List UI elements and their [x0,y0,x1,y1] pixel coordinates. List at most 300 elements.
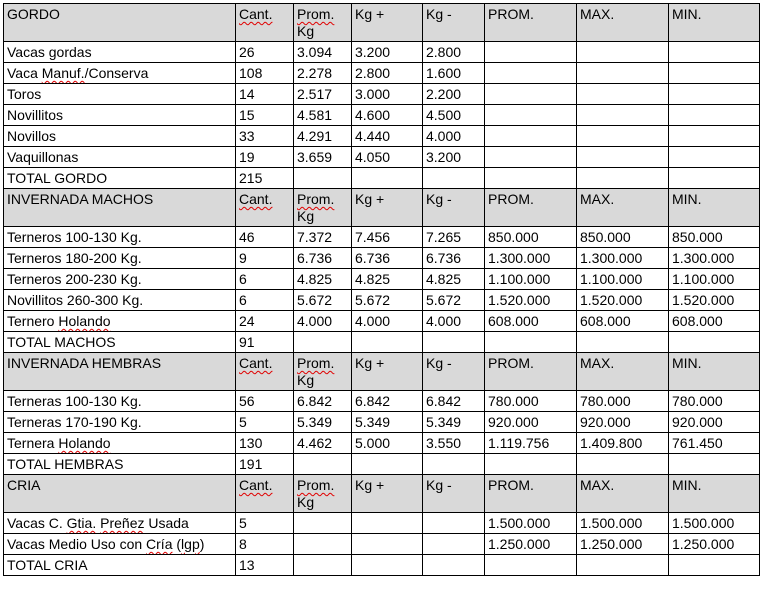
cell-cant-text: 6 [239,292,247,308]
cell-kg-plus-text: 6.842 [355,393,391,409]
cell-min [669,311,760,332]
cell-kg-plus [352,227,423,248]
col-header-kg-plus [352,189,423,227]
cell-kg-plus-text: 5.349 [355,414,391,430]
col-header-prom-kg-text: Prom. [297,191,335,207]
cell-kg-minus [423,391,485,412]
cell-kg-plus-text: 4.825 [355,271,391,287]
section-title [4,189,236,227]
col-header-kg-plus-text: Kg + [355,191,385,207]
cell-prom [485,311,577,332]
cell-kg-minus [423,433,485,454]
cell-prom-kg [294,147,352,168]
cell-cant-text: 15 [239,107,255,123]
cell-max [577,42,669,63]
col-header-prom [485,189,577,227]
cell-cant [236,42,294,63]
cell-prom-kg-text: 4.825 [297,271,333,287]
col-header-min [669,475,760,513]
cell-min [669,42,760,63]
cell-max-text: 1.500.000 [580,515,643,531]
table-row [4,105,760,126]
cell-cant [236,391,294,412]
cell-kg-minus [423,534,485,555]
cell-max [577,63,669,84]
col-header-cant-text: Cant. [239,355,273,371]
table-row [4,42,760,63]
cell-prom-kg [294,412,352,433]
cell-max [577,248,669,269]
cell-kg-plus-text: 2.800 [355,65,391,81]
cell-prom-kg [294,63,352,84]
cell-max [577,147,669,168]
total-cant [236,332,294,353]
cell-max [577,269,669,290]
table-row [4,269,760,290]
total-cant-text: 91 [239,334,255,350]
empty-cell [294,168,352,189]
col-header-prom-kg-unit: Kg [297,23,315,39]
cell-prom-text: 780.000 [488,393,539,409]
col-header-cant [236,475,294,513]
cell-kg-plus [352,63,423,84]
cell-cant-text: 19 [239,149,255,165]
col-header-kg-plus-text: Kg + [355,355,385,371]
cell-prom-kg-text: 5.672 [297,292,333,308]
row-label [4,147,236,168]
cell-prom-kg-text: 6.736 [297,250,333,266]
col-header-kg-minus [423,189,485,227]
cell-max [577,513,669,534]
cell-cant-text: 46 [239,229,255,245]
cell-cant-text: 6 [239,271,247,287]
cell-kg-minus-text: 3.200 [426,149,462,165]
cell-prom-kg-text: 2.278 [297,65,333,81]
cell-prom-kg-text: 7.372 [297,229,333,245]
cell-cant [236,147,294,168]
empty-cell [352,332,423,353]
cell-max-text: 920.000 [580,414,631,430]
row-label [4,84,236,105]
cell-kg-plus [352,513,423,534]
cell-min-text: 1.250.000 [672,536,735,552]
cell-kg-plus [352,105,423,126]
col-header-max-text: MAX. [580,191,615,207]
cell-kg-plus-text: 4.600 [355,107,391,123]
cell-kg-plus [352,412,423,433]
cell-max [577,227,669,248]
cell-kg-minus-text: 2.200 [426,86,462,102]
cell-prom [485,63,577,84]
cell-kg-minus [423,126,485,147]
cell-max [577,311,669,332]
cell-min-text: 761.450 [672,435,723,451]
cell-min-text: 850.000 [672,229,723,245]
col-header-kg-plus-text: Kg + [355,6,385,22]
cell-kg-plus-text: 4.050 [355,149,391,165]
empty-cell [423,332,485,353]
cell-min [669,227,760,248]
table-row [4,147,760,168]
total-cant-text: 215 [239,170,263,186]
cell-prom-text: 1.300.000 [488,250,551,266]
cell-cant-text: 130 [239,435,263,451]
cell-kg-plus [352,248,423,269]
cell-kg-minus [423,63,485,84]
table-row [4,248,760,269]
row-label [4,248,236,269]
col-header-kg-plus [352,475,423,513]
col-header-prom-kg-text: Prom. [297,355,335,371]
row-label-text: Vaquillonas [7,149,79,165]
table-row [4,513,760,534]
col-header-max-text: MAX. [580,477,615,493]
col-header-max-text: MAX. [580,355,615,371]
total-label-text: TOTAL GORDO [7,170,108,186]
cell-max [577,433,669,454]
col-header-kg-minus [423,353,485,391]
col-header-prom-kg-text: Prom. [297,477,335,493]
cell-kg-plus-text: 7.456 [355,229,391,245]
cell-prom [485,513,577,534]
cell-prom-kg [294,84,352,105]
cell-prom [485,105,577,126]
col-header-cant-text: Cant. [239,477,273,493]
cell-cant-text: 26 [239,44,255,60]
cell-max-text: 850.000 [580,229,631,245]
cell-cant [236,126,294,147]
cell-prom-kg [294,227,352,248]
col-header-prom-kg [294,353,352,391]
empty-cell [669,454,760,475]
cell-kg-minus [423,290,485,311]
cell-kg-plus-text: 3.000 [355,86,391,102]
cell-min [669,433,760,454]
empty-cell [423,555,485,576]
cell-kg-plus [352,534,423,555]
section-title [4,4,236,42]
empty-cell [669,555,760,576]
cell-prom-kg [294,248,352,269]
col-header-min-text: MIN. [672,477,702,493]
cell-kg-minus [423,84,485,105]
row-label-text: Novillitos 260-300 Kg. [7,292,144,308]
cell-kg-minus-text: 4.000 [426,128,462,144]
cell-prom-kg [294,105,352,126]
col-header-prom-kg [294,475,352,513]
empty-cell [485,555,577,576]
cell-min [669,513,760,534]
table-row [4,433,760,454]
total-cant [236,168,294,189]
total-cant [236,555,294,576]
cell-kg-minus-text: 4.825 [426,271,462,287]
col-header-kg-plus [352,4,423,42]
cell-prom-text: 1.500.000 [488,515,551,531]
cell-cant-text: 8 [239,536,247,552]
cell-min-text: 1.500.000 [672,515,735,531]
col-header-max-text: MAX. [580,6,615,22]
empty-cell [423,168,485,189]
row-label [4,269,236,290]
row-label-text: Vacas gordas [7,44,92,60]
cell-cant [236,433,294,454]
total-cant-text: 191 [239,456,263,472]
col-header-prom-text: PROM. [488,355,534,371]
cell-max-text: 1.520.000 [580,292,643,308]
row-label [4,391,236,412]
row-label-text: Vaca Manuf./Conserva [7,65,149,81]
row-label [4,42,236,63]
cell-kg-minus [423,227,485,248]
cell-prom-kg [294,269,352,290]
cell-kg-plus [352,42,423,63]
cell-kg-minus [423,42,485,63]
empty-cell [352,555,423,576]
total-row [4,168,760,189]
cell-cant [236,248,294,269]
cell-prom-kg-text: 2.517 [297,86,333,102]
cell-kg-minus-text: 4.500 [426,107,462,123]
total-row [4,555,760,576]
cell-prom-kg [294,433,352,454]
cell-prom-text: 1.119.756 [488,435,550,451]
cell-max [577,534,669,555]
cell-prom-kg-text: 4.581 [297,107,333,123]
cell-kg-plus [352,84,423,105]
cell-kg-plus-text: 3.200 [355,44,391,60]
cell-prom-kg [294,391,352,412]
cell-prom-kg-text: 4.000 [297,313,333,329]
total-label-text: TOTAL HEMBRAS [7,456,124,472]
cell-min-text: 920.000 [672,414,723,430]
cell-max [577,105,669,126]
row-label-text: Terneros 180-200 Kg. [7,250,142,266]
cell-kg-plus [352,290,423,311]
empty-cell [669,332,760,353]
col-header-min [669,4,760,42]
col-header-max [577,475,669,513]
empty-cell [352,454,423,475]
col-header-prom-kg-unit: Kg [297,372,315,388]
cell-kg-minus-text: 5.349 [426,414,462,430]
cell-max [577,290,669,311]
total-label [4,454,236,475]
table-row [4,84,760,105]
cell-min [669,63,760,84]
cell-max-text: 780.000 [580,393,631,409]
empty-cell [577,168,669,189]
col-header-cant [236,353,294,391]
cell-prom-text: 1.250.000 [488,536,551,552]
cell-max-text: 608.000 [580,313,631,329]
col-header-kg-minus-text: Kg - [426,355,452,371]
cell-prom-kg-text: 4.291 [297,128,333,144]
col-header-prom-kg [294,189,352,227]
cell-prom-kg [294,534,352,555]
empty-cell [423,454,485,475]
table-row [4,391,760,412]
col-header-kg-plus [352,353,423,391]
cell-cant [236,227,294,248]
empty-cell [577,332,669,353]
row-label-text: Vacas Medio Uso con Cría (lgp) [7,536,205,552]
row-label [4,311,236,332]
cell-kg-plus [352,269,423,290]
row-label-text: Ternera Holando [7,435,111,451]
empty-cell [669,168,760,189]
cell-prom-kg-text: 6.842 [297,393,333,409]
col-header-max [577,353,669,391]
cell-prom-kg [294,311,352,332]
col-header-cant-text: Cant. [239,191,273,207]
cell-kg-minus-text: 7.265 [426,229,462,245]
row-label [4,63,236,84]
cell-cant [236,269,294,290]
cell-prom [485,227,577,248]
col-header-cant [236,4,294,42]
row-label [4,290,236,311]
col-header-min-text: MIN. [672,355,702,371]
cell-cant-text: 5 [239,515,247,531]
cell-min [669,105,760,126]
section-title-text: GORDO [7,6,60,22]
cell-cant [236,84,294,105]
cell-min-text: 1.520.000 [672,292,735,308]
table-row [4,227,760,248]
row-label-text: Toros [7,86,42,102]
col-header-min [669,189,760,227]
section-header-row [4,475,760,513]
col-header-prom [485,353,577,391]
cell-kg-minus-text: 3.550 [426,435,462,451]
cell-kg-minus [423,412,485,433]
row-label-text: Vacas C. Gtia. Preñez Usada [7,515,189,531]
cell-min-text: 780.000 [672,393,723,409]
col-header-prom [485,4,577,42]
cell-kg-minus-text: 1.600 [426,65,462,81]
cell-prom-kg-text: 3.659 [297,149,333,165]
empty-cell [352,168,423,189]
livestock-price-table [3,3,760,576]
cell-kg-minus [423,105,485,126]
cell-min [669,84,760,105]
total-label-text: TOTAL CRIA [7,557,88,573]
table-row [4,311,760,332]
row-label [4,227,236,248]
col-header-kg-minus [423,4,485,42]
section-header-row [4,189,760,227]
cell-min [669,126,760,147]
section-title-text: CRIA [7,477,41,493]
row-label-text: Terneras 100-130 Kg. [7,393,142,409]
cell-kg-minus [423,513,485,534]
empty-cell [577,555,669,576]
cell-kg-minus-text: 5.672 [426,292,462,308]
col-header-min [669,353,760,391]
col-header-prom [485,475,577,513]
cell-kg-minus [423,269,485,290]
cell-min [669,248,760,269]
cell-kg-minus [423,311,485,332]
col-header-min-text: MIN. [672,191,702,207]
empty-cell [294,454,352,475]
col-header-kg-plus-text: Kg + [355,477,385,493]
cell-prom-text: 850.000 [488,229,539,245]
cell-kg-plus [352,433,423,454]
col-header-kg-minus [423,475,485,513]
total-row [4,332,760,353]
total-label [4,168,236,189]
cell-prom-text: 608.000 [488,313,539,329]
cell-prom-kg-text: 5.349 [297,414,333,430]
cell-min [669,269,760,290]
empty-cell [485,332,577,353]
cell-max [577,391,669,412]
cell-prom [485,534,577,555]
cell-kg-minus-text: 2.800 [426,44,462,60]
empty-cell [485,168,577,189]
table-row [4,290,760,311]
cell-prom-kg [294,42,352,63]
section-title [4,475,236,513]
cell-prom-text: 920.000 [488,414,539,430]
cell-kg-plus-text: 5.000 [355,435,391,451]
cell-prom-kg [294,513,352,534]
cell-kg-plus [352,126,423,147]
cell-cant-text: 33 [239,128,255,144]
col-header-max [577,4,669,42]
cell-kg-minus-text: 6.842 [426,393,462,409]
empty-cell [577,454,669,475]
col-header-kg-minus-text: Kg - [426,6,452,22]
cell-kg-minus-text: 4.000 [426,313,462,329]
cell-max-text: 1.300.000 [580,250,643,266]
col-header-cant-text: Cant. [239,6,273,22]
cell-cant [236,105,294,126]
cell-max [577,84,669,105]
row-label-text: Terneras 170-190 Kg. [7,414,142,430]
col-header-prom-kg-unit: Kg [297,494,315,510]
section-header-row [4,353,760,391]
row-label [4,534,236,555]
total-label [4,332,236,353]
empty-cell [294,555,352,576]
col-header-cant [236,189,294,227]
cell-prom [485,290,577,311]
col-header-prom-kg [294,4,352,42]
table-row [4,534,760,555]
total-label-text: TOTAL MACHOS [7,334,116,350]
cell-cant-text: 9 [239,250,247,266]
table-row [4,63,760,84]
cell-max-text: 1.250.000 [580,536,643,552]
row-label [4,433,236,454]
cell-max-text: 1.100.000 [580,271,643,287]
cell-min [669,534,760,555]
cell-min [669,290,760,311]
cell-kg-plus [352,391,423,412]
cell-prom [485,391,577,412]
total-cant [236,454,294,475]
cell-prom-kg [294,126,352,147]
row-label [4,513,236,534]
cell-kg-plus [352,147,423,168]
cell-cant-text: 14 [239,86,255,102]
cell-prom [485,147,577,168]
cell-kg-plus-text: 4.440 [355,128,391,144]
cell-cant [236,63,294,84]
